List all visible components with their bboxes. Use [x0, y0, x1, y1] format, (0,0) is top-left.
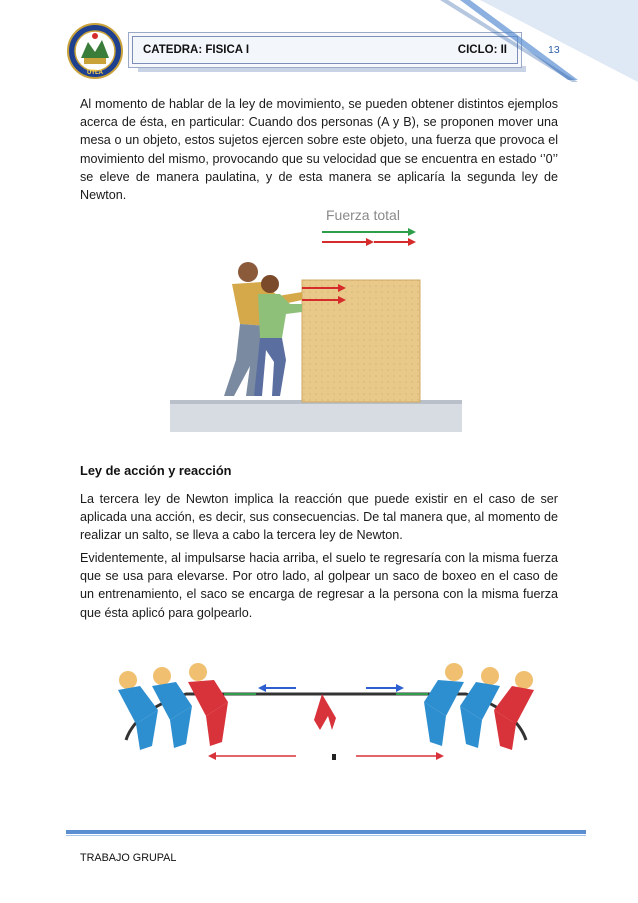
page-corner-decoration [440, 0, 638, 82]
tug-of-war-illustration [96, 650, 556, 772]
footer-text: TRABAJO GRUPAL [80, 852, 177, 864]
university-seal-logo [66, 22, 124, 80]
intro-paragraph: Al momento de hablar de la ley de movimiento, se pueden obtener distintos ejemplos acerca de ésta, en particular: Cuando dos personas (A y B), se proponen mover una mesa o un objeto, estos sujetos ejercen sobre este objeto, una fuerza que provoca el movimiento del mismo, provocando que su velocidad que se encuentra en estado ‘’0’’ se eleve de manera paulatina, y de esta manera se aplicaría la segunda ley de Newton. [80, 97, 558, 203]
page-number: 13 [548, 44, 560, 56]
footer-rule [66, 830, 586, 834]
people-pushing-box-illustration [170, 200, 462, 432]
figure-label-total-force: Fuerza total [326, 207, 400, 223]
third-law-paragraph: La tercera ley de Newton implica la reacción que puede existir en el caso de ser aplicada una acción, es decir, sus consecuencias. De tal manera que, al momento de realizar un salto, se lleva a cabo la tercera ley de Newton. [80, 492, 558, 543]
cycle-label: CICLO: II [457, 44, 507, 56]
svg-text:UTLA: UTLA [87, 70, 103, 76]
examples-paragraph: Evidentemente, al impulsarse hacia arriba, el suelo te regresaría con la misma fuerza que se usa para elevarse. Por otro lado, al golpear un saco de boxeo en el caso de un entrenamiento, el saco se encarga de regresar a la persona con la misma fuerza que ésta aplicó para golpearlo. [80, 551, 558, 620]
course-title: CATEDRA: FISICA I [143, 44, 250, 56]
section-heading: Ley de acción y reacción [80, 463, 232, 478]
footer-rule-thin [66, 835, 586, 836]
